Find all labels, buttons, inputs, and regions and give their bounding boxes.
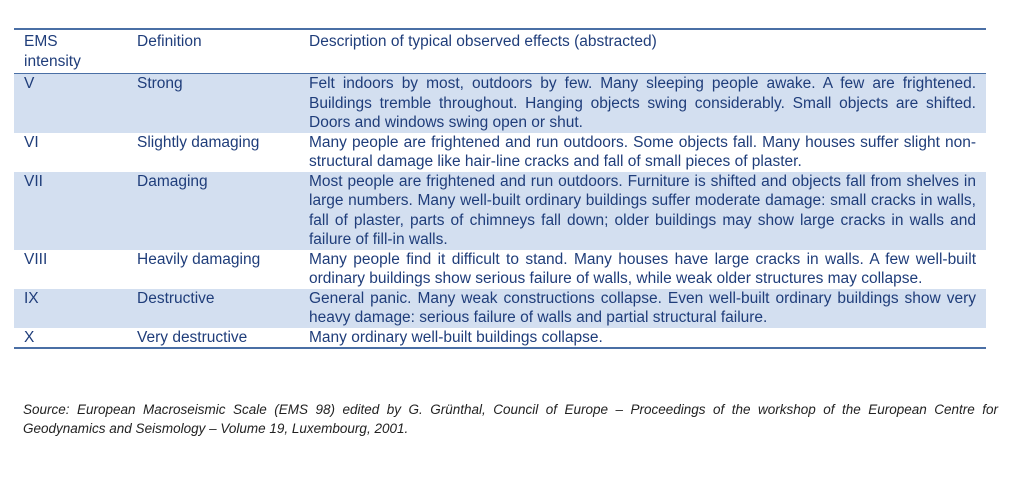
table-body [14, 74, 986, 347]
table-bottom-rule [14, 347, 986, 349]
cell-intensity: VI [24, 133, 39, 151]
cell-intensity: IX [24, 289, 39, 307]
cell-description: General panic. Many weak constructions collapse. Even well-built ordinary buildings show very heavy damage: serious failure of walls and partial structural failure. [309, 289, 976, 326]
header-description: Description of typical observed effects (abstracted) [309, 33, 657, 50]
cell-description: Many people are frightened and run outdoors. Some objects fall. Many houses suffer slight non-structural damage like hair-line cracks and fall of small pieces of plaster. [309, 133, 976, 170]
ems-intensity-table [14, 28, 986, 349]
cell-description: Most people are frightened and run outdoors. Furniture is shifted and objects fall from shelves in large numbers. Many well-built ordinary buildings suffer moderate damage: small cracks in walls, fall of plaster, parts of chimneys fall down; older buildings may show large cracks in walls and failure of fill-in walls. [309, 172, 976, 248]
cell-intensity: VII [24, 172, 43, 190]
cell-description: Many ordinary well-built buildings collapse. [309, 328, 603, 346]
cell-definition: Heavily damaging [137, 250, 261, 268]
cell-definition: Damaging [137, 172, 208, 190]
header-definition: Definition [137, 33, 202, 50]
cell-definition: Strong [137, 75, 183, 92]
cell-definition: Very destructive [137, 328, 248, 346]
cell-description: Felt indoors by most, outdoors by few. Many sleeping people awake. A few are frightened. Buildings tremble throughout. Hanging objects swing considerably. Small objects are shifted. Doors and windows swing open or shut. [309, 75, 976, 131]
cell-definition: Destructive [137, 289, 215, 307]
table-row [14, 74, 986, 133]
cell-definition: Slightly damaging [137, 133, 260, 151]
source-citation: Source: European Macroseismic Scale (EMS 98) edited by G. Grünthal, Council of Europe – Proceedings of the workshop of the European Centre for Geodynamics and Seismology – Volume 19, Luxembourg, 2001. [23, 402, 998, 436]
cell-intensity: VIII [24, 250, 48, 268]
header-intensity: EMS intensity [24, 33, 81, 70]
table-header-row [14, 30, 986, 74]
table-row [14, 289, 986, 328]
table-row [14, 250, 986, 289]
table-row [14, 328, 986, 348]
cell-description: Many people find it difficult to stand. Many houses have large cracks in walls. A few well-built ordinary buildings show serious failure of walls, while weak older structures may collapse. [309, 250, 976, 287]
cell-intensity: V [24, 75, 35, 92]
table-row [14, 172, 986, 250]
table-row [14, 133, 986, 172]
cell-intensity: X [24, 328, 35, 346]
